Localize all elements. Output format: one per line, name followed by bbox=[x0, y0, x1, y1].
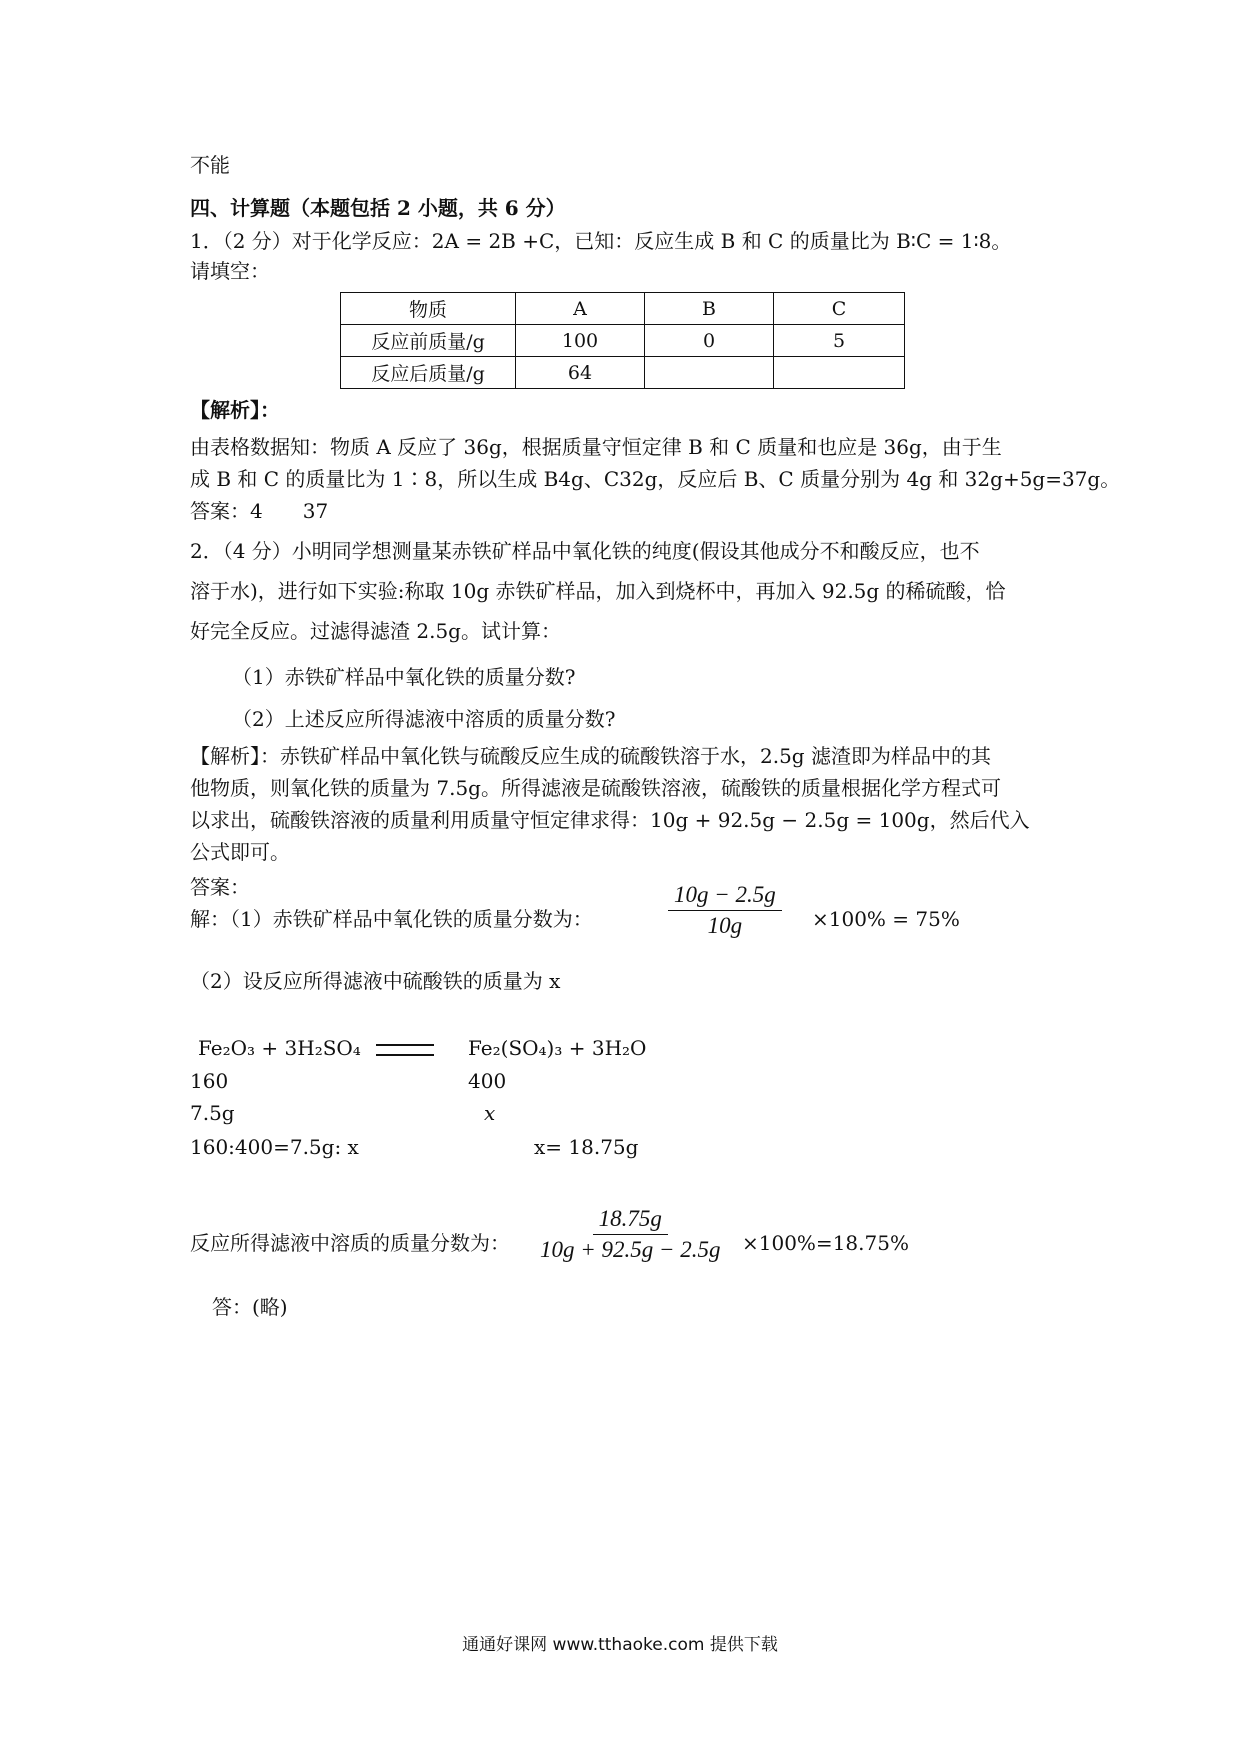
molar-mass-left: 160 bbox=[190, 1069, 229, 1093]
table-cell: 0 bbox=[645, 325, 774, 357]
section-title bbox=[190, 193, 566, 223]
fraction-result: ×100%=18.75% bbox=[742, 1231, 909, 1255]
fraction-numerator: 10g − 2.5g bbox=[668, 882, 782, 911]
equation-reactants: Fe₂O₃ + 3H₂SO₄ bbox=[198, 1036, 361, 1060]
table-header-cell: A bbox=[516, 293, 645, 325]
q2-solution-1: 解：（1）赤铁矿样品中氧化铁的质量分数为： bbox=[190, 907, 593, 931]
x-value: x= 18.75g bbox=[534, 1135, 639, 1159]
q2-analysis-line: 以求出，硫酸铁溶液的质量利用质量守恒定律求得：10g + 92.5g − 2.5g = 100g，然后代入 bbox=[190, 808, 1030, 832]
q1-analysis-label: 【解析】： bbox=[190, 398, 280, 422]
q2-analysis-line: 他物质，则氧化铁的质量为 7.5g。所得滤液是硫酸铁溶液，硫酸铁的质量根据化学方程式可 bbox=[190, 776, 1001, 800]
q2-answer-label: 答案： bbox=[190, 875, 250, 899]
q1-analysis-line: 由表格数据知：物质 A 反应了 36g，根据质量守恒定律 B 和 C 质量和也应是 36g，由于生 bbox=[190, 435, 1002, 459]
q2-solution-2: （2）设反应所得滤液中硫酸铁的质量为 x bbox=[190, 969, 561, 993]
table-cell: 64 bbox=[516, 357, 645, 389]
fraction-purity bbox=[668, 882, 782, 939]
equation-equals-sign bbox=[376, 1044, 434, 1056]
continuation-text: 不能 bbox=[190, 153, 230, 177]
ratio-equation: 160:400=7.5g: x bbox=[190, 1135, 359, 1159]
q2-line: 好完全反应。过滤得滤渣 2.5g。试计算： bbox=[190, 619, 561, 643]
fraction-denominator: 10g bbox=[707, 913, 743, 938]
page-footer: 通通好课网 www.tthaoke.com 提供下载 bbox=[462, 1635, 778, 1655]
table-cell: 5 bbox=[774, 325, 905, 357]
table-cell bbox=[645, 357, 774, 389]
table-cell: 反应后质量/g bbox=[341, 357, 516, 389]
final-answer: 答：(略) bbox=[212, 1295, 288, 1319]
table-cell: 反应前质量/g bbox=[341, 325, 516, 357]
table-header-cell: 物质 bbox=[341, 293, 516, 325]
molar-mass-right: 400 bbox=[468, 1069, 507, 1093]
q2-sub2: （2）上述反应所得滤液中溶质的质量分数? bbox=[232, 707, 616, 731]
mass-table bbox=[340, 292, 905, 389]
q2-sub1: （1）赤铁矿样品中氧化铁的质量分数? bbox=[232, 665, 576, 689]
table-row bbox=[341, 357, 905, 389]
table-header-cell: B bbox=[645, 293, 774, 325]
mass-left: 7.5g bbox=[190, 1101, 235, 1125]
q2-line: 2．（4 分）小明同学想测量某赤铁矿样品中氧化铁的纯度(假设其他成分不和酸反应，也不 bbox=[190, 539, 980, 563]
table-cell: 100 bbox=[516, 325, 645, 357]
q2-analysis-line: 公式即可。 bbox=[190, 840, 290, 864]
q1-line2: 请填空： bbox=[190, 259, 270, 283]
q2-line: 溶于水)，进行如下实验:称取 10g 赤铁矿样品，加入到烧杯中，再加入 92.5g 的稀硫酸，恰 bbox=[190, 579, 1006, 603]
q2-analysis-line: 【解析】：赤铁矿样品中氧化铁与硫酸反应生成的硫酸铁溶于水，2.5g 滤渣即为样品中的其 bbox=[190, 744, 991, 768]
table-row bbox=[341, 325, 905, 357]
table-header-row bbox=[341, 293, 905, 325]
fraction-result: ×100% = 75% bbox=[812, 907, 960, 931]
mass-right: x bbox=[484, 1101, 496, 1125]
q1-answer: 答案：4 37 bbox=[190, 499, 329, 523]
table-cell bbox=[774, 357, 905, 389]
section-title-text: 四、计算题（本题包括 2 小题，共 6 分） bbox=[190, 196, 566, 220]
table-header-cell: C bbox=[774, 293, 905, 325]
final-text: 反应所得滤液中溶质的质量分数为： bbox=[190, 1231, 510, 1255]
fraction-numerator: 18.75g bbox=[593, 1206, 668, 1235]
fraction-concentration bbox=[540, 1206, 721, 1263]
fraction-denominator: 10g + 92.5g − 2.5g bbox=[540, 1237, 721, 1262]
equation-products: Fe₂(SO₄)₃ + 3H₂O bbox=[468, 1036, 647, 1060]
q1-line1: 1．（2 分）对于化学反应：2A = 2B +C，已知：反应生成 B 和 C 的质量比为 B∶C = 1∶8。 bbox=[190, 229, 1012, 253]
q1-analysis-line: 成 B 和 C 的质量比为 1∶8，所以生成 B4g、C32g，反应后 B、C 质量分别为 4g 和 32g+5g=37g。 bbox=[190, 467, 1121, 491]
